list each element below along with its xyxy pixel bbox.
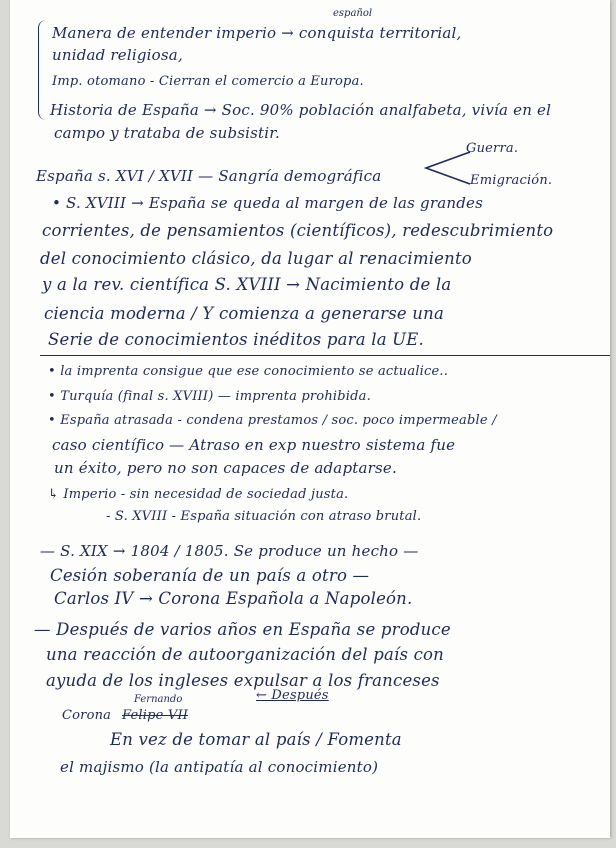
note-line-20: — S. XIX → 1804 / 1805. Se produce un hecho — [40,542,419,560]
note-line-21: Cesión soberanía de un país a otro — [50,566,370,585]
note-line-9: del conocimiento clásico, da lugar al renacimiento [40,249,472,268]
note-line-5: campo y trataba de subsistir. [54,124,280,142]
note-line-15: • España atrasada - condena prestamos / soc. poco impermeable / [48,413,497,428]
note-line-4: Historia de España → Soc. 90% población analfabeta, vivía en el [50,101,552,119]
notebook-page [10,0,610,838]
note-line-10: y a la rev. científica S. XVIII → Nacimiento de la [42,275,452,294]
note-line-2: unidad religiosa, [52,46,183,64]
note-line-16: caso científico — Atraso en exp nuestro sistema fue [52,436,456,454]
note-line-6: España s. XVI / XVII — Sangría demográfica [36,167,382,185]
note-line-13: • la imprenta consigue que ese conocimiento se actualice.. [48,364,449,379]
note-line-8: corrientes, de pensamientos (científicos), redescubrimiento [42,221,554,240]
note-line-23: — Después de varios años en España se produce [34,620,451,639]
note-line-17: un éxito, pero no son capaces de adaptarse. [54,459,397,477]
note-line-6-branch-emigracion: Emigración. [470,173,553,188]
note-line-1-superscript: español [333,8,373,19]
note-line-7: • S. XVIII → España se queda al margen de las grandes [52,194,484,212]
note-line-11: ciencia moderna / Y comienza a generarse una [44,304,444,323]
note-line-22: Carlos IV → Corona Española a Napoleón. [54,589,413,608]
note-line-12: Serie de conocimientos inéditos para la UE. [48,330,424,349]
note-line-26-despues: ← Después [256,688,329,703]
note-line-6-branch-guerra: Guerra. [466,141,519,156]
note-line-26-king: Felipe VII [122,708,189,723]
horizontal-divider [40,355,610,356]
note-line-1: Manera de entender imperio → conquista territorial, [52,24,462,42]
branch-arrows [422,146,472,192]
note-line-27: En vez de tomar al país / Fomenta [110,730,402,749]
note-line-18: ↳ Imperio - sin necesidad de sociedad justa. [48,487,349,502]
note-line-26-corona: Corona [62,708,112,723]
note-line-24: una reacción de autoorganización del país con [46,645,445,664]
note-line-19: - S. XVIII - España situación con atraso brutal. [106,509,422,524]
note-line-3: Imp. otomano - Cierran el comercio a Europa. [52,74,364,89]
note-line-25: ayuda de los ingleses expulsar a los franceses [46,671,440,690]
note-line-28: el majismo (la antipatía al conocimiento) [60,758,379,776]
left-brace [38,20,49,120]
note-line-26-superscript: Fernando [134,694,183,705]
note-line-14: • Turquía (final s. XVIII) — imprenta prohibida. [48,389,371,404]
